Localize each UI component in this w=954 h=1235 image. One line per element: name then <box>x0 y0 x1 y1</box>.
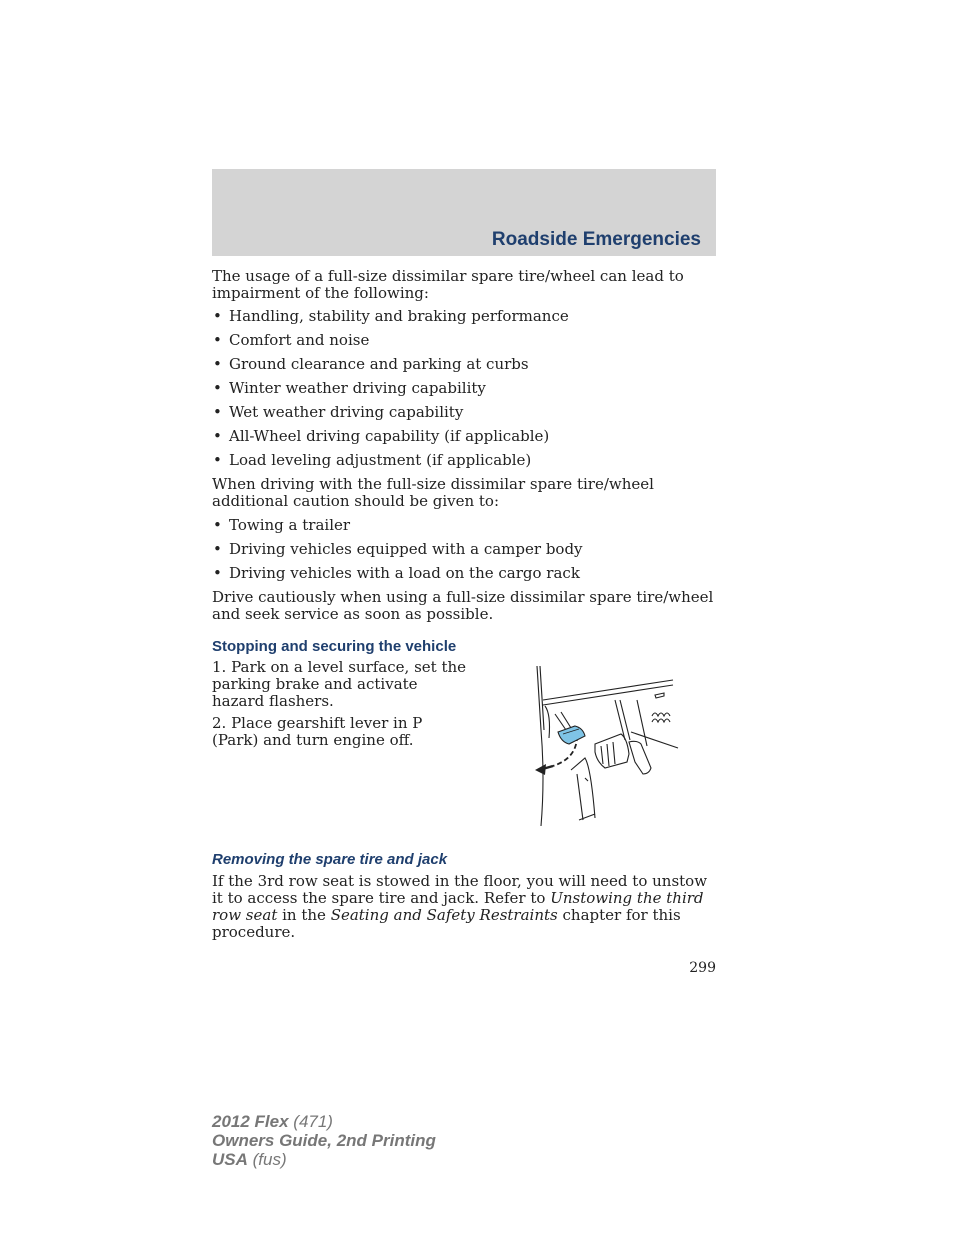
footer-info <box>212 1112 436 1169</box>
model-code: (471) <box>288 1112 333 1131</box>
arrow-head <box>535 764 546 775</box>
list-item: • Driving vehicles equipped with a camper body <box>212 541 716 558</box>
parking-brake-pedal <box>558 726 585 744</box>
parking-brake-illustration <box>533 658 683 828</box>
impairment-list <box>212 308 716 469</box>
step-2: 2. Place gearshift lever in P (Park) and turn engine off. <box>212 714 423 749</box>
removing-text-before: If the 3rd row seat is stowed in the floor, you will need to unstow it to access the spare tire and jack. Refer to <box>212 872 708 907</box>
market-name: USA <box>212 1150 248 1169</box>
removing-text-after: chapter for this procedure. <box>212 906 681 941</box>
caution-list <box>212 517 716 582</box>
list-item: • Winter weather driving capability <box>212 380 716 397</box>
model-name: 2012 Flex <box>212 1112 289 1131</box>
list-item: • Comfort and noise <box>212 332 716 349</box>
removing-text-mid: in the <box>277 906 331 924</box>
list-item: • Handling, stability and braking performance <box>212 308 716 325</box>
step-1: 1. Park on a level surface, set the parking brake and activate hazard flashers. <box>212 658 467 710</box>
caution-intro-paragraph: When driving with the full-size dissimilar spare tire/wheel additional caution should be given to: <box>212 475 654 510</box>
list-item: • Ground clearance and parking at curbs <box>212 356 716 373</box>
footer-line-1 <box>212 1112 436 1131</box>
stopping-steps <box>212 659 472 749</box>
list-item: • Wet weather driving capability <box>212 404 716 421</box>
list-item: • Towing a trailer <box>212 517 716 534</box>
guide-edition: Owners Guide, 2nd Printing <box>212 1131 436 1150</box>
footer-line-3 <box>212 1150 436 1169</box>
list-item: • All-Wheel driving capability (if applicable) <box>212 428 716 445</box>
market-code: (fus) <box>247 1150 287 1169</box>
footer-line-2 <box>212 1131 436 1150</box>
list-item: • Load leveling adjustment (if applicable) <box>212 452 716 469</box>
stopping-heading: Stopping and securing the vehicle <box>212 638 457 655</box>
drive-note-paragraph: Drive cautiously when using a full-size dissimilar spare tire/wheel and seek service as soon as possible. <box>212 588 714 623</box>
section-header-band <box>212 169 716 256</box>
section-title: Roadside Emergencies <box>491 229 701 250</box>
unstowing-reference: Unstowing the third row seat <box>212 889 704 924</box>
removing-paragraph <box>212 873 716 941</box>
intro-paragraph: The usage of a full-size dissimilar spare tire/wheel can lead to impairment of the following: <box>212 267 684 302</box>
removing-heading: Removing the spare tire and jack <box>212 851 448 868</box>
page-number: 299 <box>689 960 716 976</box>
list-item: • Driving vehicles with a load on the cargo rack <box>212 565 716 582</box>
seating-chapter-reference: Seating and Safety Restraints <box>330 906 558 924</box>
page-content <box>212 268 716 941</box>
